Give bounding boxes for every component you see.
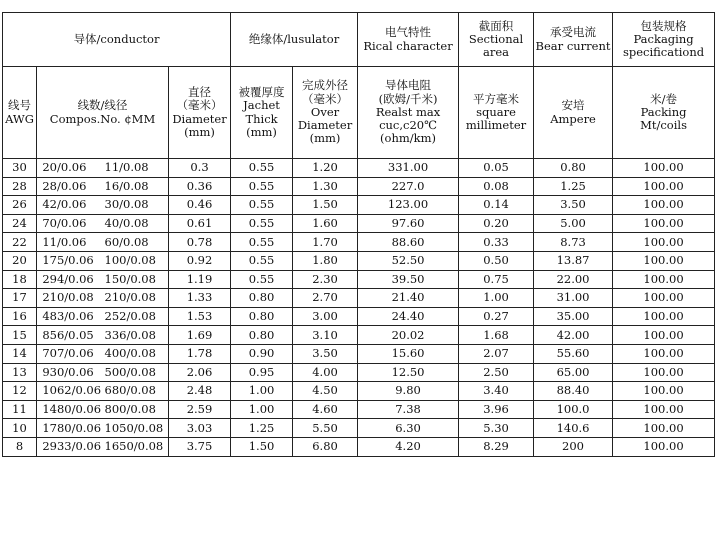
- cell-ampere: 65.00: [534, 363, 613, 382]
- cell-ampere: 13.87: [534, 251, 613, 270]
- table-row: [3, 159, 715, 178]
- cell-over-diameter: 1.70: [293, 233, 358, 252]
- cell-ampere: 200: [534, 437, 613, 456]
- cell-diameter: 3.75: [169, 437, 231, 456]
- cell-compos: [37, 270, 169, 289]
- cell-ampere: 1.25: [534, 177, 613, 196]
- compos-strands-006: 42/0.06: [42, 197, 87, 212]
- compos-strands-008: 1650/0.08: [104, 439, 164, 454]
- cell-compos: [37, 307, 169, 326]
- cell-resistance: 331.00: [358, 159, 459, 178]
- compos-strands-006: 20/0.06: [42, 160, 87, 175]
- cell-sectional: 0.50: [459, 251, 534, 270]
- compos-strands-008: 60/0.08: [104, 234, 149, 249]
- cell-over-diameter: 2.30: [293, 270, 358, 289]
- compos-strands-008: 252/0.08: [104, 308, 156, 323]
- cell-resistance: 24.40: [358, 307, 459, 326]
- header-conductor: 导体/conductor: [3, 13, 231, 67]
- cell-diameter: 0.78: [169, 233, 231, 252]
- cell-sectional: 2.07: [459, 344, 534, 363]
- cell-resistance: 88.60: [358, 233, 459, 252]
- cell-ampere: 35.00: [534, 307, 613, 326]
- table-row: [3, 437, 715, 456]
- header-diameter: 直径 （毫米） Diameter (mm): [169, 67, 231, 159]
- cell-over-diameter: 1.20: [293, 159, 358, 178]
- cell-awg: 16: [3, 307, 37, 326]
- cell-awg: 22: [3, 233, 37, 252]
- cell-over-diameter: 4.60: [293, 400, 358, 419]
- cell-over-diameter: 3.10: [293, 326, 358, 345]
- compos-strands-006: 28/0.06: [42, 178, 87, 193]
- compos-strands-008: 336/0.08: [104, 327, 156, 342]
- compos-strands-006: 175/0.06: [42, 253, 94, 268]
- cell-ampere: 3.50: [534, 196, 613, 215]
- cell-compos: [37, 400, 169, 419]
- compos-strands-006: 2933/0.06: [42, 439, 102, 454]
- cell-diameter: 0.61: [169, 214, 231, 233]
- table-row: [3, 270, 715, 289]
- table-row: [3, 400, 715, 419]
- cell-over-diameter: 1.80: [293, 251, 358, 270]
- cell-jacket: 0.90: [231, 344, 293, 363]
- cell-compos: [37, 419, 169, 438]
- table-row: [3, 177, 715, 196]
- cell-awg: 12: [3, 382, 37, 401]
- cell-awg: 20: [3, 251, 37, 270]
- cell-resistance: 123.00: [358, 196, 459, 215]
- cell-sectional: 0.33: [459, 233, 534, 252]
- cell-compos: [37, 159, 169, 178]
- cell-jacket: 1.00: [231, 400, 293, 419]
- cell-awg: 30: [3, 159, 37, 178]
- header-sectional: 截面积 Sectional area: [459, 13, 534, 67]
- cell-over-diameter: 5.50: [293, 419, 358, 438]
- compos-strands-008: 500/0.08: [104, 364, 156, 379]
- table-row: [3, 344, 715, 363]
- cell-jacket: 0.80: [231, 289, 293, 308]
- cell-awg: 17: [3, 289, 37, 308]
- cell-awg: 11: [3, 400, 37, 419]
- wire-spec-table: [2, 12, 715, 457]
- cell-sectional: 3.96: [459, 400, 534, 419]
- cell-over-diameter: 1.50: [293, 196, 358, 215]
- cell-resistance: 6.30: [358, 419, 459, 438]
- cell-resistance: 21.40: [358, 289, 459, 308]
- cell-over-diameter: 3.50: [293, 344, 358, 363]
- header-resistance: 导体电阻 (欧姆/千米) Realst max cuc,c20℃ (ohm/km): [358, 67, 459, 159]
- cell-awg: 14: [3, 344, 37, 363]
- header-bear-current: 承受电流 Bear current: [534, 13, 613, 67]
- cell-packing: 100.00: [613, 270, 715, 289]
- cell-jacket: 0.55: [231, 177, 293, 196]
- cell-diameter: 3.03: [169, 419, 231, 438]
- cell-over-diameter: 4.50: [293, 382, 358, 401]
- compos-strands-008: 11/0.08: [104, 160, 149, 175]
- cell-ampere: 88.40: [534, 382, 613, 401]
- header-insulator: 绝缘体/lusulator: [231, 13, 358, 67]
- cell-compos: [37, 437, 169, 456]
- cell-sectional: 0.27: [459, 307, 534, 326]
- cell-jacket: 1.00: [231, 382, 293, 401]
- cell-resistance: 97.60: [358, 214, 459, 233]
- cell-sectional: 5.30: [459, 419, 534, 438]
- cell-packing: 100.00: [613, 233, 715, 252]
- cell-jacket: 0.80: [231, 307, 293, 326]
- cell-diameter: 1.53: [169, 307, 231, 326]
- cell-packing: 100.00: [613, 419, 715, 438]
- cell-resistance: 52.50: [358, 251, 459, 270]
- cell-compos: [37, 382, 169, 401]
- cell-diameter: 2.48: [169, 382, 231, 401]
- cell-diameter: 2.06: [169, 363, 231, 382]
- cell-jacket: 0.55: [231, 251, 293, 270]
- cell-compos: [37, 177, 169, 196]
- cell-jacket: 0.55: [231, 196, 293, 215]
- cell-ampere: 100.0: [534, 400, 613, 419]
- cell-packing: 100.00: [613, 382, 715, 401]
- cell-over-diameter: 3.00: [293, 307, 358, 326]
- header-compos: 线数/线径 Compos.No. ¢MM: [37, 67, 169, 159]
- compos-strands-006: 1062/0.06: [42, 383, 102, 398]
- header-row-group: [3, 13, 715, 67]
- header-over-diameter: 完成外径 （毫米） Over Diameter (mm): [293, 67, 358, 159]
- cell-diameter: 0.46: [169, 196, 231, 215]
- compos-strands-008: 150/0.08: [104, 271, 156, 286]
- compos-strands-006: 707/0.06: [42, 346, 94, 361]
- compos-strands-008: 30/0.08: [104, 197, 149, 212]
- cell-jacket: 1.50: [231, 437, 293, 456]
- compos-strands-008: 400/0.08: [104, 346, 156, 361]
- compos-strands-006: 930/0.06: [42, 364, 94, 379]
- cell-diameter: 1.69: [169, 326, 231, 345]
- cell-over-diameter: 1.60: [293, 214, 358, 233]
- compos-strands-006: 294/0.06: [42, 271, 94, 286]
- compos-strands-008: 680/0.08: [104, 383, 156, 398]
- cell-sectional: 0.14: [459, 196, 534, 215]
- cell-resistance: 20.02: [358, 326, 459, 345]
- cell-compos: [37, 289, 169, 308]
- header-awg: 线号 AWG: [3, 67, 37, 159]
- compos-strands-008: 16/0.08: [104, 178, 149, 193]
- compos-strands-006: 210/0.08: [42, 290, 94, 305]
- table-row: [3, 214, 715, 233]
- cell-diameter: 0.92: [169, 251, 231, 270]
- cell-diameter: 1.78: [169, 344, 231, 363]
- cell-ampere: 5.00: [534, 214, 613, 233]
- table-row: [3, 289, 715, 308]
- cell-sectional: 1.68: [459, 326, 534, 345]
- compos-strands-006: 1780/0.06: [42, 420, 102, 435]
- cell-awg: 28: [3, 177, 37, 196]
- cell-resistance: 15.60: [358, 344, 459, 363]
- cell-diameter: 1.19: [169, 270, 231, 289]
- cell-packing: 100.00: [613, 400, 715, 419]
- compos-strands-006: 856/0.05: [42, 327, 94, 342]
- header-packing: 米/卷 Packing Mt/coils: [613, 67, 715, 159]
- cell-sectional: 0.08: [459, 177, 534, 196]
- cell-jacket: 0.55: [231, 214, 293, 233]
- cell-diameter: 0.36: [169, 177, 231, 196]
- cell-over-diameter: 1.30: [293, 177, 358, 196]
- compos-strands-008: 40/0.08: [104, 215, 149, 230]
- header-ampere: 安培 Ampere: [534, 67, 613, 159]
- compos-strands-008: 800/0.08: [104, 401, 156, 416]
- cell-resistance: 12.50: [358, 363, 459, 382]
- cell-sectional: 1.00: [459, 289, 534, 308]
- cell-jacket: 1.25: [231, 419, 293, 438]
- header-electrical: 电气特性 Rical character: [358, 13, 459, 67]
- cell-ampere: 42.00: [534, 326, 613, 345]
- cell-resistance: 7.38: [358, 400, 459, 419]
- cell-ampere: 140.6: [534, 419, 613, 438]
- table-row: [3, 233, 715, 252]
- cell-awg: 26: [3, 196, 37, 215]
- cell-packing: 100.00: [613, 289, 715, 308]
- cell-ampere: 0.80: [534, 159, 613, 178]
- compos-strands-008: 210/0.08: [104, 290, 156, 305]
- cell-jacket: 0.80: [231, 326, 293, 345]
- cell-packing: 100.00: [613, 326, 715, 345]
- cell-over-diameter: 4.00: [293, 363, 358, 382]
- header-row-columns: [3, 67, 715, 159]
- cell-compos: [37, 251, 169, 270]
- cell-sectional: 8.29: [459, 437, 534, 456]
- compos-strands-006: 11/0.06: [42, 234, 87, 249]
- cell-packing: 100.00: [613, 437, 715, 456]
- cell-sectional: 3.40: [459, 382, 534, 401]
- cell-packing: 100.00: [613, 307, 715, 326]
- cell-compos: [37, 326, 169, 345]
- cell-packing: 100.00: [613, 344, 715, 363]
- cell-ampere: 55.60: [534, 344, 613, 363]
- compos-strands-006: 1480/0.06: [42, 401, 102, 416]
- cell-compos: [37, 233, 169, 252]
- cell-awg: 10: [3, 419, 37, 438]
- cell-diameter: 1.33: [169, 289, 231, 308]
- cell-packing: 100.00: [613, 177, 715, 196]
- cell-over-diameter: 2.70: [293, 289, 358, 308]
- cell-packing: 100.00: [613, 196, 715, 215]
- cell-packing: 100.00: [613, 363, 715, 382]
- cell-diameter: 0.3: [169, 159, 231, 178]
- cell-compos: [37, 363, 169, 382]
- cell-ampere: 31.00: [534, 289, 613, 308]
- cell-awg: 24: [3, 214, 37, 233]
- table-row: [3, 363, 715, 382]
- cell-compos: [37, 196, 169, 215]
- cell-ampere: 22.00: [534, 270, 613, 289]
- table-row: [3, 326, 715, 345]
- table-row: [3, 251, 715, 270]
- cell-sectional: 2.50: [459, 363, 534, 382]
- cell-compos: [37, 344, 169, 363]
- cell-resistance: 4.20: [358, 437, 459, 456]
- cell-jacket: 0.95: [231, 363, 293, 382]
- table-row: [3, 382, 715, 401]
- cell-compos: [37, 214, 169, 233]
- cell-jacket: 0.55: [231, 233, 293, 252]
- header-packaging: 包装规格 Packaging specificationd: [613, 13, 715, 67]
- cell-over-diameter: 6.80: [293, 437, 358, 456]
- cell-jacket: 0.55: [231, 159, 293, 178]
- header-jacket: 被覆厚度 Jachet Thick (mm): [231, 67, 293, 159]
- cell-sectional: 0.05: [459, 159, 534, 178]
- cell-awg: 15: [3, 326, 37, 345]
- compos-strands-006: 70/0.06: [42, 215, 87, 230]
- cell-resistance: 39.50: [358, 270, 459, 289]
- cell-resistance: 9.80: [358, 382, 459, 401]
- compos-strands-008: 1050/0.08: [104, 420, 164, 435]
- cell-awg: 8: [3, 437, 37, 456]
- cell-sectional: 0.75: [459, 270, 534, 289]
- cell-ampere: 8.73: [534, 233, 613, 252]
- cell-packing: 100.00: [613, 214, 715, 233]
- cell-sectional: 0.20: [459, 214, 534, 233]
- cell-awg: 13: [3, 363, 37, 382]
- cell-jacket: 0.55: [231, 270, 293, 289]
- cell-packing: 100.00: [613, 251, 715, 270]
- header-square-mm: 平方毫米 square millimeter: [459, 67, 534, 159]
- cell-resistance: 227.0: [358, 177, 459, 196]
- compos-strands-006: 483/0.06: [42, 308, 94, 323]
- cell-awg: 18: [3, 270, 37, 289]
- table-row: [3, 307, 715, 326]
- cell-packing: 100.00: [613, 159, 715, 178]
- table-row: [3, 419, 715, 438]
- cell-diameter: 2.59: [169, 400, 231, 419]
- compos-strands-008: 100/0.08: [104, 253, 156, 268]
- table-row: [3, 196, 715, 215]
